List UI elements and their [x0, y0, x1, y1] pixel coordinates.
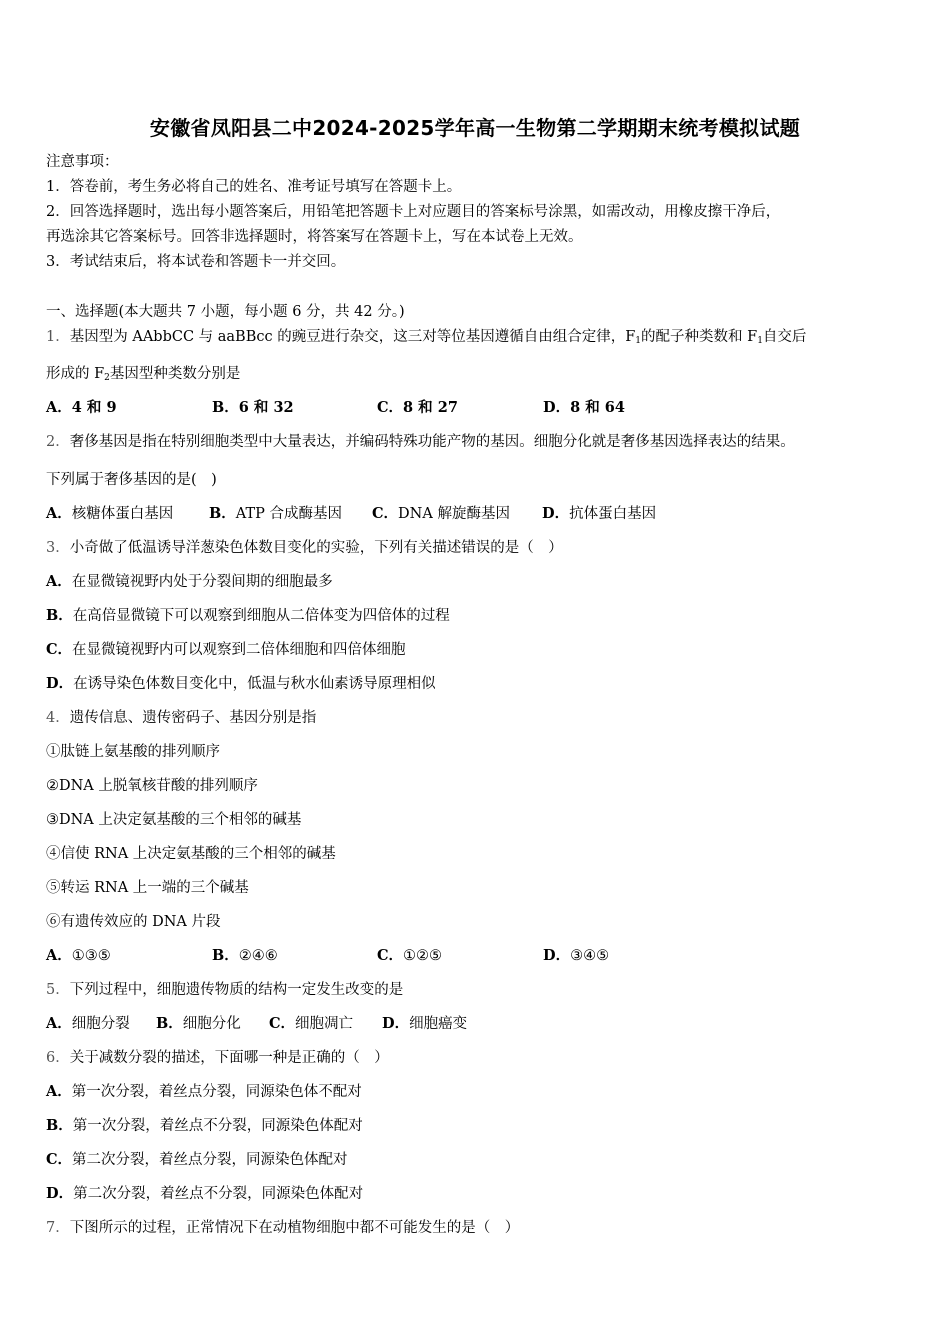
notice-heading: 注意事项： [46, 154, 119, 170]
question-7 [46, 1219, 519, 1237]
notice-line-3: 再选涂其它答案标号。回答非选择题时，将答案写在答题卡上，写在本试卷上无效。 [46, 229, 583, 245]
subscript: 1 [635, 336, 642, 346]
question-text: 下列过程中，细胞遗传物质的结构一定发生改变的是 [69, 982, 404, 998]
subscript: 1 [757, 336, 763, 346]
option-b[interactable]: B．第一次分裂，着丝点不分裂，同源染色体配对 [46, 1117, 363, 1134]
question-2 [46, 433, 795, 451]
option-a[interactable]: A．第一次分裂，着丝点分裂，同源染色体不配对 [46, 1083, 362, 1100]
question-number: 4． [46, 710, 70, 726]
question-text: 形成的 F [46, 366, 105, 382]
statement-4: ④信使 RNA 上决定氨基酸的三个相邻的碱基 [46, 846, 336, 862]
question-3 [46, 539, 563, 557]
question-number: 6． [46, 1050, 70, 1066]
option-a[interactable]: A．4 和 9 [46, 399, 117, 416]
question-2-line-2: 下列属于奢侈基因的是( ) [46, 472, 217, 488]
question-number: 3． [46, 540, 70, 556]
option-d[interactable]: D．在诱导染色体数目变化中，低温与秋水仙素诱导原理相似 [46, 675, 436, 692]
question-4 [46, 709, 316, 727]
page-title: 安徽省凤阳县二中2024-2025学年高一生物第二学期期末统考模拟试题 [149, 116, 801, 140]
notice-line-4: 3．考试结束后，将本试卷和答题卡一并交回。 [46, 254, 346, 270]
question-text: 基因型为 AAbbCC 与 aaBBcc 的豌豆进行杂交，这三对等位基因遵循自由组合定律，F [69, 329, 636, 345]
option-b[interactable]: B．②④⑥ [212, 947, 278, 964]
option-c[interactable]: C．①②⑤ [377, 947, 443, 964]
question-text: 小奇做了低温诱导洋葱染色体数目变化的实验，下列有关描述错误的是（ ） [69, 540, 563, 556]
option-c[interactable]: C．细胞凋亡 [269, 1015, 354, 1032]
option-b[interactable]: B．细胞分化 [156, 1015, 241, 1032]
option-c[interactable]: C．8 和 27 [377, 399, 458, 416]
option-c[interactable]: C．DNA 解旋酶基因 [372, 505, 510, 522]
statement-1: ①肽链上氨基酸的排列顺序 [46, 744, 220, 760]
option-d[interactable]: D．③④⑤ [543, 947, 610, 964]
statement-6: ⑥有遗传效应的 DNA 片段 [46, 914, 221, 930]
option-d[interactable]: D．细胞癌变 [382, 1015, 468, 1032]
question-number: 1． [46, 329, 70, 345]
notice-line-2: 2．回答选择题时，选出每小题答案后，用铅笔把答题卡上对应题目的答案标号涂黑，如需改动，用橡皮擦干净后， [46, 204, 781, 220]
question-text: 基因型种类数分别是 [109, 366, 241, 382]
option-a[interactable]: A．核糖体蛋白基因 [46, 505, 174, 522]
option-a[interactable]: A．在显微镜视野内处于分裂间期的细胞最多 [46, 573, 333, 590]
option-b[interactable]: B．ATP 合成酶基因 [209, 505, 342, 522]
option-d[interactable]: D．抗体蛋白基因 [542, 505, 657, 522]
question-5 [46, 981, 403, 999]
statement-5: ⑤转运 RNA 上一端的三个碱基 [46, 880, 249, 896]
option-c[interactable]: C．第二次分裂，着丝点分裂，同源染色体配对 [46, 1151, 348, 1168]
question-number: 2． [46, 434, 70, 450]
question-text: 关于减数分裂的描述，下面哪一种是正确的（ ） [69, 1050, 389, 1066]
question-number: 5． [46, 982, 70, 998]
option-a[interactable]: A．细胞分裂 [46, 1015, 130, 1032]
question-1 [46, 328, 806, 346]
question-1-line-2 [46, 365, 240, 383]
notice-line-1: 1．答卷前，考生务必将自己的姓名、准考证号填写在答题卡上。 [46, 179, 462, 195]
question-text: 的配子种类数和 F [641, 329, 758, 345]
question-text: 奢侈基因是指在特别细胞类型中大量表达，并编码特殊功能产物的基因。细胞分化就是奢侈基因选择表达的结果。 [69, 434, 795, 450]
question-text: 下图所示的过程，正常情况下在动植物细胞中都不可能发生的是（ ） [69, 1220, 520, 1236]
option-b[interactable]: B．在高倍显微镜下可以观察到细胞从二倍体变为四倍体的过程 [46, 607, 450, 624]
statement-3: ③DNA 上决定氨基酸的三个相邻的碱基 [46, 812, 302, 828]
option-d[interactable]: D．8 和 64 [543, 399, 625, 416]
option-d[interactable]: D．第二次分裂，着丝点不分裂，同源染色体配对 [46, 1185, 364, 1202]
question-number: 7． [46, 1220, 70, 1236]
option-a[interactable]: A．①③⑤ [46, 947, 111, 964]
option-b[interactable]: B．6 和 32 [212, 399, 294, 416]
question-text: 自交后 [762, 329, 807, 345]
question-text: 遗传信息、遗传密码子、基因分别是指 [69, 710, 317, 726]
question-6 [46, 1049, 389, 1067]
statement-2: ②DNA 上脱氧核苷酸的排列顺序 [46, 778, 258, 794]
subscript: 2 [104, 373, 110, 383]
option-c[interactable]: C．在显微镜视野内可以观察到二倍体细胞和四倍体细胞 [46, 641, 406, 658]
section-heading: 一、选择题(本大题共 7 小题，每小题 6 分，共 42 分。) [46, 304, 405, 320]
